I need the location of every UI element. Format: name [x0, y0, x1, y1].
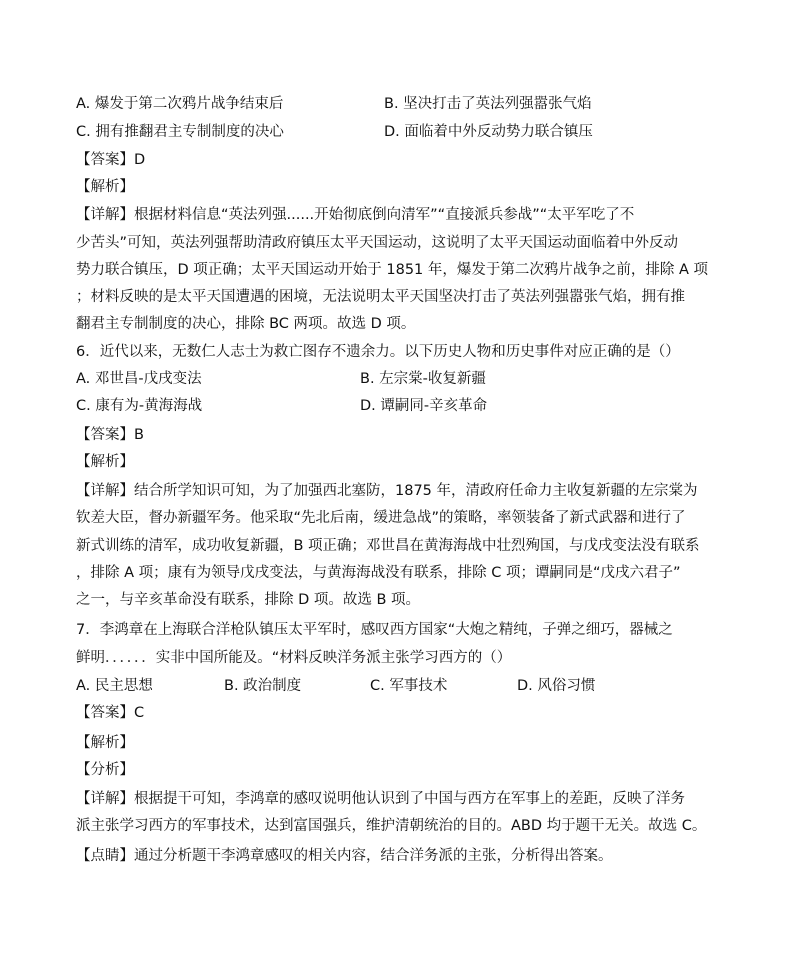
- q5-detail-line: 【详解】根据材料信息“英法列强......开始彻底倒向清军”“直接派兵参战”“太平军吃了不: [76, 207, 635, 223]
- q5-detail-line: 翻君主专制制度的决心，排除 BC 两项。故选 D 项。: [76, 316, 416, 332]
- q5-detail-line: 少苦头”可知，英法列强帮助清政府镇压太平天国运动，这说明了太平天国运动面临着中外反动: [76, 235, 679, 251]
- q5-detail-line: ；材料反映的是太平天国遭遇的困境，无法说明太平天国坚决打击了英法列强嚣张气焰，拥有推: [76, 289, 685, 305]
- q6-detail-line: 【详解】结合所学知识可知，为了加强西北塞防，1875 年，清政府任命力主收复新疆的左宗棠为: [76, 483, 698, 499]
- q6-answer: 【答案】B: [76, 427, 144, 443]
- q6-option-a: A. 邓世昌-戊戌变法: [76, 371, 202, 387]
- q5-analysis-label: 【解析】: [76, 179, 134, 195]
- q6-option-b: B. 左宗棠-收复新疆: [360, 371, 486, 387]
- q6-detail-line: 钦差大臣，督办新疆军务。他采取“先北后南，缓进急战”的策略，率领装备了新式武器和进行了: [76, 510, 686, 526]
- q6-detail-line: 新式训练的清军，成功收复新疆，B 项正确；邓世昌在黄海海战中壮烈殉国，与戊戌变法没有联系: [76, 538, 700, 554]
- q5-option-a: A. 爆发于第二次鸦片战争结束后: [76, 96, 284, 112]
- q7-analysis-label: 【解析】: [76, 735, 134, 751]
- q7-stem-line: 7．李鸿章在上海联合洋枪队镇压太平军时，感叹西方国家“大炮之精纯，子弹之细巧，器械之: [76, 622, 673, 638]
- q7-option-a: A. 民主思想: [76, 678, 153, 694]
- q7-detail-line: 【详解】根据提干可知，李鸿章的感叹说明他认识到了中国与西方在军事上的差距，反映了洋务: [76, 791, 685, 807]
- q5-detail-line: 势力联合镇压，D 项正确；太平天国运动开始于 1851 年，爆发于第二次鸦片战争之前，排除 A 项: [76, 262, 709, 278]
- q7-option-b: B. 政治制度: [224, 678, 302, 694]
- q7-answer: 【答案】C: [76, 705, 145, 721]
- q7-option-c: C. 军事技术: [370, 678, 448, 694]
- q5-answer: 【答案】D: [76, 152, 146, 168]
- q7-dianjing: 【点睛】通过分析题干李鸿章感叹的相关内容，结合洋务派的主张，分析得出答案。: [76, 848, 613, 864]
- q5-option-d: D. 面临着中外反动势力联合镇压: [384, 124, 593, 140]
- q6-detail-line: ，排除 A 项；康有为领导戊戌变法，与黄海海战没有联系，排除 C 项；谭嗣同是“戊戌六君子”: [76, 565, 681, 581]
- q6-detail-line: 之一，与辛亥革命没有联系，排除 D 项。故选 B 项。: [76, 592, 421, 608]
- q7-option-d: D. 风俗习惯: [517, 678, 596, 694]
- q6-option-c: C. 康有为-黄海海战: [76, 398, 203, 414]
- q6-option-d: D. 谭嗣同-辛亥革命: [360, 398, 488, 414]
- q7-stem-line: 鲜明．．．．．．实非中国所能及。“材料反映洋务派主张学习西方的（）: [76, 650, 512, 666]
- q7-fenxi-label: 【分析】: [76, 762, 134, 778]
- q6-analysis-label: 【解析】: [76, 454, 134, 470]
- q5-option-c: C. 拥有推翻君主专制制度的决心: [76, 124, 284, 140]
- q5-option-b: B. 坚决打击了英法列强嚣张气焰: [384, 96, 592, 112]
- q6-stem: 6．近代以来，无数仁人志士为救亡图存不遗余力。以下历史人物和历史事件对应正确的是（）: [76, 344, 680, 360]
- q7-detail-line: 派主张学习西方的军事技术，达到富国强兵，维护清朝统治的目的。ABD 均于题干无关。故选 C。: [76, 818, 707, 834]
